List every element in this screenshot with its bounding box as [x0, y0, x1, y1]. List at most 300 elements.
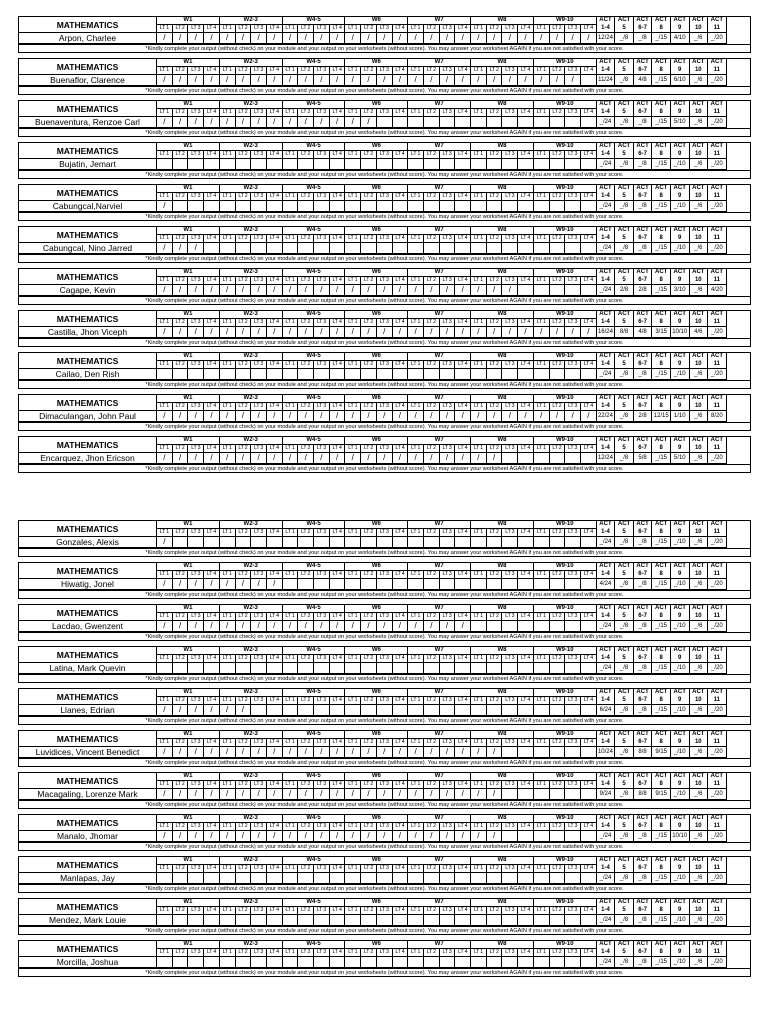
lt-header: LT 2	[550, 529, 566, 537]
lt-header: LT 3	[565, 151, 581, 159]
progress-table	[18, 394, 751, 423]
act-header-range: 6-7	[638, 738, 647, 745]
lt-header: LT 1	[220, 949, 236, 957]
lt-header: LT 1	[345, 739, 361, 747]
lt-check-cell	[550, 201, 566, 212]
lt-check-cell: /	[330, 747, 346, 758]
act-score: _/8	[634, 873, 653, 884]
lt-check-cell	[393, 579, 409, 590]
act-header	[615, 563, 634, 579]
lt-header: LT 3	[377, 67, 393, 75]
lt-header: LT 3	[502, 109, 518, 117]
lt-check-cell	[455, 957, 471, 968]
act-header	[615, 857, 634, 873]
lt-check-cell	[424, 705, 440, 716]
lt-header: LT 4	[455, 235, 471, 243]
lt-header: LT 3	[251, 571, 267, 579]
lt-header: LT 2	[487, 277, 503, 285]
act-header-range: 5	[622, 906, 626, 913]
student-name: Gonzales, Alexis	[19, 537, 157, 548]
act-header-top: ACT	[692, 311, 705, 317]
student-card	[18, 142, 751, 184]
lt-header: LT 3	[440, 109, 456, 117]
act-score: _/15	[652, 453, 671, 464]
lt-check-cell: /	[298, 285, 314, 296]
lt-header: LT 2	[173, 529, 189, 537]
act-header-top: ACT	[673, 941, 686, 947]
lt-check-cell: /	[487, 75, 503, 86]
act-header-top: ACT	[710, 395, 724, 401]
progress-table	[18, 646, 751, 675]
lt-header: LT 2	[361, 865, 377, 873]
act-header-top: ACT	[617, 101, 631, 107]
lt-check-cell	[440, 957, 456, 968]
act-header	[652, 941, 671, 957]
lt-check-cell	[565, 285, 581, 296]
lt-header: LT 1	[408, 361, 424, 369]
lt-header: LT 2	[424, 571, 440, 579]
act-score: _/6	[690, 369, 709, 380]
act-header-range: 1-4	[601, 276, 610, 283]
lt-header: LT 4	[330, 109, 346, 117]
lt-check-cell	[487, 621, 503, 632]
lt-check-cell: /	[267, 831, 283, 842]
lt-header: LT 1	[345, 823, 361, 831]
act-header-top: ACT	[617, 857, 631, 863]
lt-check-cell: /	[502, 327, 518, 338]
lt-header: LT 1	[408, 823, 424, 831]
act-score: 11/24	[597, 75, 616, 86]
lt-header: LT 1	[283, 823, 299, 831]
act-header-top: ACT	[692, 143, 705, 149]
lt-check-cell: /	[188, 579, 204, 590]
act-header-range: 10	[694, 444, 702, 451]
act-score: _/6	[690, 285, 709, 296]
week-header: W8	[471, 563, 534, 571]
act-header-top: ACT	[654, 269, 668, 275]
lt-header: LT 4	[267, 403, 283, 411]
lt-check-cell: /	[314, 747, 330, 758]
lt-check-cell	[345, 201, 361, 212]
progress-table	[18, 352, 751, 381]
lt-header: LT 2	[298, 781, 314, 789]
lt-check-cell	[534, 789, 550, 800]
lt-header: LT 4	[518, 277, 534, 285]
lt-check-cell	[518, 705, 534, 716]
act-header	[690, 311, 709, 327]
act-score: _/8	[634, 117, 653, 128]
week-header: W1	[157, 185, 220, 193]
act-header-range: 5	[622, 234, 626, 241]
week-header: W7	[408, 59, 471, 67]
lt-check-cell	[330, 873, 346, 884]
act-header-range: 6-7	[638, 108, 647, 115]
week-header: W8	[471, 269, 534, 277]
lt-header: LT 1	[471, 529, 487, 537]
act-header	[690, 815, 709, 831]
lt-check-cell	[361, 873, 377, 884]
act-header	[652, 731, 671, 747]
lt-check-cell: /	[345, 285, 361, 296]
act-header	[597, 605, 616, 621]
lt-check-cell	[361, 537, 377, 548]
act-score: 12/24	[597, 33, 616, 44]
lt-check-cell	[220, 201, 236, 212]
lt-check-cell	[565, 957, 581, 968]
act-header-range: 9	[678, 822, 682, 829]
lt-header: LT 2	[424, 781, 440, 789]
lt-header: LT 3	[188, 823, 204, 831]
instruction-note: *Kindly complete your output (without check) on your module and your output on your worksheets (without score). You may answer your worksheet AGAIN if you are not satisfied with your score.	[18, 885, 751, 893]
lt-header: LT 3	[565, 781, 581, 789]
act-header-top: ACT	[710, 521, 724, 527]
act-score: _/6	[690, 873, 709, 884]
student-card	[18, 394, 751, 436]
lt-header: LT 1	[345, 697, 361, 705]
lt-check-cell	[440, 369, 456, 380]
lt-check-cell	[236, 243, 252, 254]
lt-header: LT 2	[550, 193, 566, 201]
week-header: W2-3	[220, 815, 283, 823]
lt-check-cell	[502, 369, 518, 380]
lt-header: LT 1	[471, 109, 487, 117]
act-header-top: ACT	[673, 647, 686, 653]
lt-header: LT 1	[534, 445, 550, 453]
week-header: W8	[471, 815, 534, 823]
lt-check-cell	[581, 957, 597, 968]
act-header	[615, 311, 634, 327]
act-score: _/8	[615, 621, 634, 632]
week-header: W4-5	[283, 143, 346, 151]
act-header	[708, 17, 727, 33]
lt-check-cell	[188, 663, 204, 674]
act-header	[615, 269, 634, 285]
lt-check-cell	[377, 579, 393, 590]
act-header	[708, 521, 727, 537]
act-header-top: ACT	[617, 437, 631, 443]
act-score: _/10	[671, 663, 690, 674]
act-header-top: ACT	[692, 59, 705, 65]
instruction-note: *Kindly complete your output (without check) on your module and your output on your worksheets (without score). You may answer your worksheet AGAIN if you are not satisfied with your score.	[18, 381, 751, 389]
lt-header: LT 1	[471, 697, 487, 705]
lt-header: LT 4	[204, 781, 220, 789]
lt-header: LT 3	[502, 571, 518, 579]
act-header-top: ACT	[636, 143, 649, 149]
lt-header: LT 2	[424, 823, 440, 831]
lt-header: LT 2	[236, 571, 252, 579]
lt-header: LT 4	[518, 109, 534, 117]
act-header	[708, 815, 727, 831]
act-score: _/15	[652, 579, 671, 590]
lt-header: LT 4	[518, 151, 534, 159]
act-header	[708, 353, 727, 369]
progress-table	[18, 310, 751, 339]
lt-header: LT 2	[173, 151, 189, 159]
lt-header: LT 2	[487, 235, 503, 243]
lt-header: LT 1	[283, 781, 299, 789]
act-score: _/10	[671, 621, 690, 632]
act-score: _/20	[708, 915, 727, 926]
lt-check-cell: /	[157, 453, 173, 464]
instruction-note: *Kindly complete your output (without check) on your module and your output on your worksheets (without score). You may answer your worksheet AGAIN if you are not satisfied with your score.	[18, 339, 751, 347]
lt-header: LT 2	[361, 193, 377, 201]
lt-header: LT 1	[157, 949, 173, 957]
lt-check-cell: /	[487, 453, 503, 464]
lt-header: LT 1	[157, 25, 173, 33]
lt-header: LT 1	[408, 109, 424, 117]
lt-check-cell	[518, 873, 534, 884]
week-header: W8	[471, 395, 534, 403]
lt-check-cell: /	[251, 789, 267, 800]
lt-header: LT 2	[298, 571, 314, 579]
act-score: _/6	[690, 957, 709, 968]
act-header-top: ACT	[636, 563, 649, 569]
lt-check-cell: /	[361, 621, 377, 632]
act-header-top: ACT	[710, 311, 724, 317]
lt-check-cell	[157, 159, 173, 170]
act-header-top: ACT	[710, 59, 724, 65]
lt-check-cell: /	[220, 789, 236, 800]
lt-check-cell	[267, 537, 283, 548]
lt-header: LT 1	[157, 529, 173, 537]
lt-check-cell: /	[220, 831, 236, 842]
act-header-range: 11	[713, 780, 721, 787]
lt-header: LT 3	[377, 361, 393, 369]
lt-header: LT 4	[581, 613, 597, 621]
lt-check-cell	[550, 453, 566, 464]
lt-check-cell: /	[424, 411, 440, 422]
lt-header: LT 1	[220, 193, 236, 201]
lt-check-cell: /	[188, 327, 204, 338]
lt-check-cell: /	[220, 621, 236, 632]
act-header	[690, 437, 709, 453]
act-score: _/6	[690, 201, 709, 212]
lt-check-cell	[283, 579, 299, 590]
week-header: W9-10	[534, 731, 597, 739]
lt-check-cell: /	[393, 621, 409, 632]
lt-header: LT 3	[188, 865, 204, 873]
act-header	[615, 899, 634, 915]
student-name: Macagaling, Lorenze Mark	[19, 789, 157, 800]
act-header	[708, 311, 727, 327]
lt-header: LT 3	[314, 823, 330, 831]
act-score: _/8	[615, 663, 634, 674]
lt-header: LT 3	[440, 949, 456, 957]
week-header: W9-10	[534, 899, 597, 907]
lt-check-cell	[267, 957, 283, 968]
week-header: W4-5	[283, 185, 346, 193]
act-header	[708, 605, 727, 621]
lt-header: LT 4	[455, 319, 471, 327]
act-header-range: 6-7	[638, 780, 647, 787]
lt-header: LT 2	[361, 109, 377, 117]
lt-header: LT 3	[565, 109, 581, 117]
lt-check-cell	[550, 915, 566, 926]
week-header: W1	[157, 815, 220, 823]
act-header-top: ACT	[654, 353, 668, 359]
week-header: W7	[408, 857, 471, 865]
act-header	[652, 899, 671, 915]
student-name: Mendez, Mark Louie	[19, 915, 157, 926]
act-header-range: 11	[713, 402, 721, 409]
lt-header: LT 4	[204, 445, 220, 453]
lt-check-cell	[534, 369, 550, 380]
lt-check-cell: /	[487, 831, 503, 842]
lt-check-cell	[581, 705, 597, 716]
lt-header: LT 4	[393, 655, 409, 663]
lt-check-cell	[283, 705, 299, 716]
week-header: W8	[471, 689, 534, 697]
act-score: _/8	[634, 243, 653, 254]
week-header: W1	[157, 521, 220, 529]
lt-header: LT 4	[393, 151, 409, 159]
lt-header: LT 4	[455, 445, 471, 453]
lt-header: LT 2	[173, 319, 189, 327]
act-header	[634, 143, 653, 159]
lt-check-cell	[298, 705, 314, 716]
act-score: 5/10	[671, 453, 690, 464]
lt-header: LT 3	[565, 25, 581, 33]
lt-header: LT 4	[267, 781, 283, 789]
progress-table	[18, 184, 751, 213]
subject-label: MATHEMATICS	[19, 185, 157, 201]
lt-header: LT 4	[581, 445, 597, 453]
act-header-top: ACT	[599, 437, 612, 443]
act-header	[615, 773, 634, 789]
act-header-range: 9	[678, 948, 682, 955]
lt-check-cell	[393, 117, 409, 128]
lt-check-cell: /	[550, 75, 566, 86]
lt-check-cell	[377, 705, 393, 716]
lt-header: LT 1	[408, 67, 424, 75]
lt-check-cell: /	[314, 411, 330, 422]
lt-header: LT 2	[298, 865, 314, 873]
lt-header: LT 2	[550, 361, 566, 369]
act-header-top: ACT	[599, 311, 612, 317]
act-score: _/20	[708, 243, 727, 254]
lt-header: LT 1	[345, 907, 361, 915]
act-header	[652, 59, 671, 75]
lt-header: LT 1	[283, 109, 299, 117]
week-header: W9-10	[534, 563, 597, 571]
lt-header: LT 2	[550, 571, 566, 579]
act-score: _/15	[652, 915, 671, 926]
lt-check-cell: /	[408, 75, 424, 86]
act-header-top: ACT	[673, 773, 686, 779]
act-header-range: 5	[622, 24, 626, 31]
act-header	[690, 353, 709, 369]
act-header	[671, 647, 690, 663]
act-header	[597, 689, 616, 705]
lt-check-cell: /	[361, 327, 377, 338]
week-header: W2-3	[220, 731, 283, 739]
progress-table	[18, 814, 751, 843]
lt-header: LT 4	[581, 907, 597, 915]
act-header-range: 8	[659, 738, 663, 745]
lt-check-cell: /	[188, 747, 204, 758]
lt-check-cell: /	[330, 453, 346, 464]
subject-label: MATHEMATICS	[19, 941, 157, 957]
act-header-range: 10	[694, 108, 702, 115]
lt-check-cell	[502, 789, 518, 800]
act-score: 10/10	[671, 831, 690, 842]
lt-header: LT 4	[581, 403, 597, 411]
lt-check-cell	[455, 873, 471, 884]
week-header: W1	[157, 773, 220, 781]
week-header: W8	[471, 899, 534, 907]
week-header: W4-5	[283, 101, 346, 109]
week-header: W4-5	[283, 647, 346, 655]
lt-header: LT 4	[518, 361, 534, 369]
lt-header: LT 3	[314, 865, 330, 873]
act-score: _/20	[708, 201, 727, 212]
lt-header: LT 2	[173, 781, 189, 789]
student-card	[18, 856, 751, 898]
lt-header: LT 2	[487, 445, 503, 453]
lt-check-cell	[455, 117, 471, 128]
act-header	[671, 899, 690, 915]
act-header	[597, 17, 616, 33]
act-header-top: ACT	[636, 857, 649, 863]
lt-check-cell	[314, 873, 330, 884]
lt-header: LT 3	[502, 949, 518, 957]
act-score: _/8	[634, 621, 653, 632]
week-header: W2-3	[220, 605, 283, 613]
lt-check-cell	[173, 873, 189, 884]
lt-check-cell: /	[173, 453, 189, 464]
lt-check-cell	[565, 243, 581, 254]
act-header	[671, 143, 690, 159]
lt-header: LT 4	[330, 403, 346, 411]
act-header-range: 11	[713, 66, 721, 73]
lt-header: LT 2	[487, 67, 503, 75]
lt-header: LT 1	[534, 235, 550, 243]
act-header-top: ACT	[617, 59, 631, 65]
lt-header: LT 1	[157, 739, 173, 747]
lt-check-cell: /	[188, 243, 204, 254]
lt-check-cell	[502, 831, 518, 842]
lt-header: LT 3	[188, 403, 204, 411]
act-header-range: 10	[694, 738, 702, 745]
lt-check-cell	[408, 201, 424, 212]
lt-header: LT 1	[408, 949, 424, 957]
week-header: W2-3	[220, 521, 283, 529]
lt-header: LT 4	[455, 67, 471, 75]
lt-check-cell	[424, 243, 440, 254]
lt-check-cell: /	[440, 621, 456, 632]
lt-header: LT 2	[361, 361, 377, 369]
student-name: Buenaflor, Clarence	[19, 75, 157, 86]
act-header-top: ACT	[654, 689, 668, 695]
act-header-range: 9	[678, 864, 682, 871]
act-score: _/15	[652, 537, 671, 548]
lt-header: LT 2	[424, 193, 440, 201]
lt-header: LT 4	[393, 697, 409, 705]
lt-header: LT 2	[173, 571, 189, 579]
act-score: _/8	[615, 579, 634, 590]
lt-header: LT 2	[424, 319, 440, 327]
instruction-note: *Kindly complete your output (without check) on your module and your output on your worksheets (without score). You may answer your worksheet AGAIN if you are not satisfied with your score.	[18, 633, 751, 641]
lt-check-cell	[471, 159, 487, 170]
lt-check-cell: /	[236, 411, 252, 422]
lt-header: LT 2	[487, 193, 503, 201]
act-score: _/8	[615, 789, 634, 800]
lt-check-cell: /	[377, 33, 393, 44]
act-header-top: ACT	[617, 689, 631, 695]
lt-header: LT 2	[424, 445, 440, 453]
lt-header: LT 2	[236, 907, 252, 915]
week-header: W1	[157, 899, 220, 907]
